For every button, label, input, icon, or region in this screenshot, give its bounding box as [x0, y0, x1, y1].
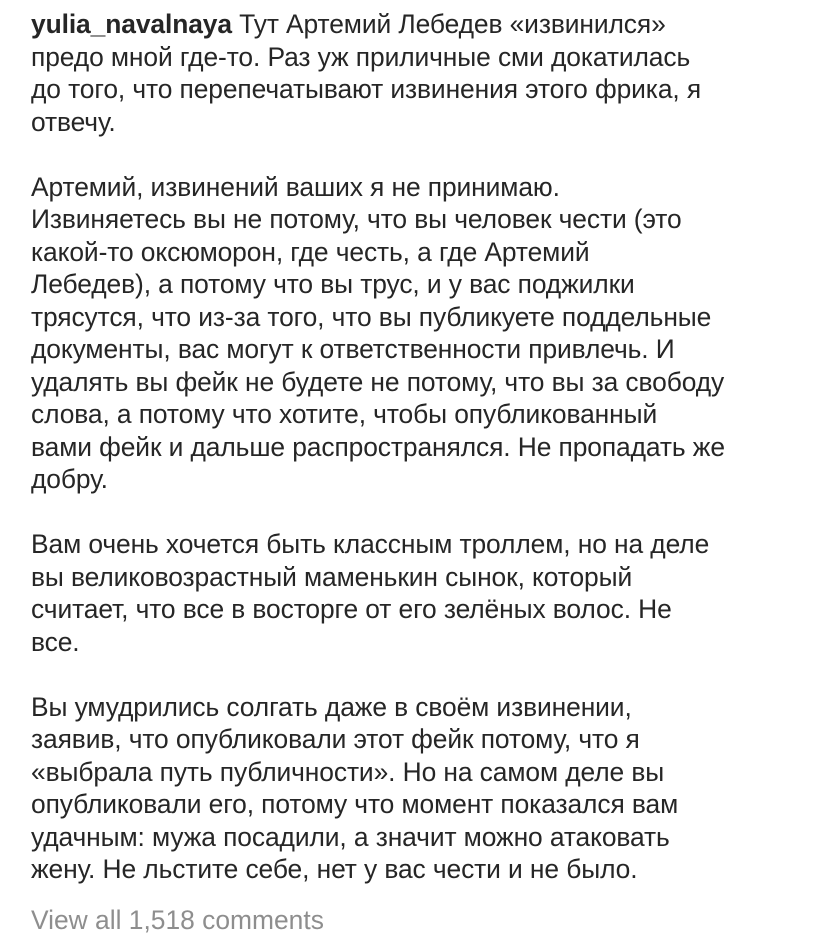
- caption-paragraph-4: Вы умудрились солгать даже в своём извинении, заявив, что опубликовали этот фейк потому, что я «выбрала путь публичности». Но на самом деле вы опубликовали его, потому что момент показался вам удачным: мужа посадили, а значит можно атаковать жену. Не льстите себе, нет у вас чести и не было.: [31, 691, 679, 884]
- caption-paragraph-1: [31, 8, 811, 138]
- caption-paragraph-1-text: Тут Артемий Лебедев «извинился» предо мной где-то. Раз уж приличные сми докатилась до того, что перепечатывают извинения этого фрика, я отвечу.: [31, 9, 702, 137]
- caption-paragraph-2: Артемий, извинений ваших я не принимаю. Извиняетесь вы не потому, что вы человек чести (это какой-то оксюморон, где честь, а где Артемий Лебедев), а потому что вы трус, и у вас поджилки трясутся, что из-за того, что вы публикуете поддельные документы, вас могут к ответственности привлечь. И удалять вы фейк не будете не потому, что вы за свободу слова, а потому что хотите, чтобы опубликованный вами фейк и дальше распространялся. Не пропадать же добру.: [31, 171, 725, 494]
- username-link[interactable]: yulia_navalnaya: [31, 9, 232, 39]
- post-caption: [31, 8, 811, 918]
- caption-paragraph-3: Вам очень хочется быть классным троллем, но на деле вы великовозрастный маменькин сынок, который считает, что все в восторге от его зелёных волос. Не все.: [31, 529, 710, 657]
- view-all-comments-link[interactable]: View all 1,518 comments: [31, 905, 324, 935]
